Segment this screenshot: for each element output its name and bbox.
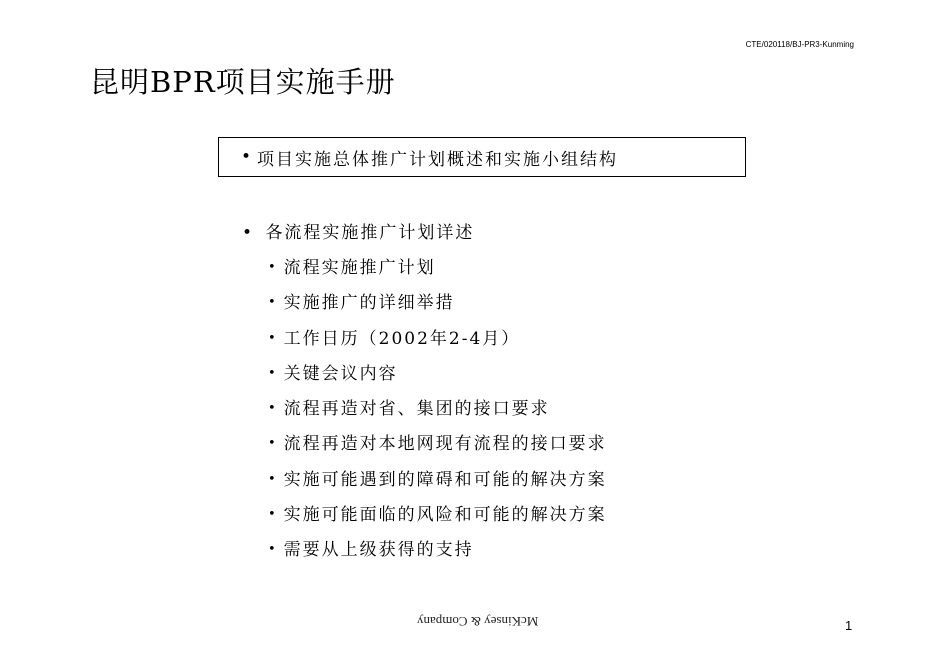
bullet-icon: • [268,507,278,523]
list-item [268,362,607,397]
sub-item-list [268,256,607,574]
list-item-text: 流程再造对本地网现有流程的接口要求 [283,434,607,455]
bullet-icon: • [242,223,255,243]
bullet-icon: • [268,295,278,311]
bullet-icon: • [268,436,278,452]
list-item-text: 流程再造对省、集团的接口要求 [283,399,550,420]
section-heading-text: 各流程实施推广计划详述 [265,223,475,243]
list-item-text: 流程实施推广计划 [283,258,436,278]
list-item-text: 工作日历（2002年2-4月） [283,328,521,349]
list-item [268,538,607,573]
bullet-icon: • [268,542,278,558]
list-item-text: 实施可能遇到的障碍和可能的解决方案 [283,469,607,490]
list-item [268,397,607,432]
bullet-icon: • [268,365,278,381]
list-item [268,327,607,362]
list-item-text: 实施推广的详细举措 [283,293,455,314]
page-title: 昆明BPR项目实施手册 [90,65,396,99]
company-logo: McKinsey & Company [417,614,539,629]
page-number: 1 [845,618,853,633]
bullet-icon: • [268,471,278,487]
highlighted-agenda-item: 项目实施总体推广计划概述和实施小组结构 [257,149,619,170]
bullet-icon: • [268,260,278,275]
section-heading [242,218,474,243]
list-item [268,291,607,326]
highlighted-agenda-box [218,137,746,177]
bullet-icon: • [268,401,278,417]
list-item-text: 关键会议内容 [283,363,398,384]
list-item [268,503,607,538]
bullet-icon: • [268,330,278,346]
list-item [268,468,607,503]
list-item [268,256,607,291]
list-item-text: 实施可能面临的风险和可能的解决方案 [283,505,607,526]
list-item-text: 需要从上级获得的支持 [283,540,474,561]
list-item [268,432,607,467]
bullet-icon: • [241,147,254,167]
document-code: CTE/020118/BJ-PR3-Kunming [745,40,854,49]
